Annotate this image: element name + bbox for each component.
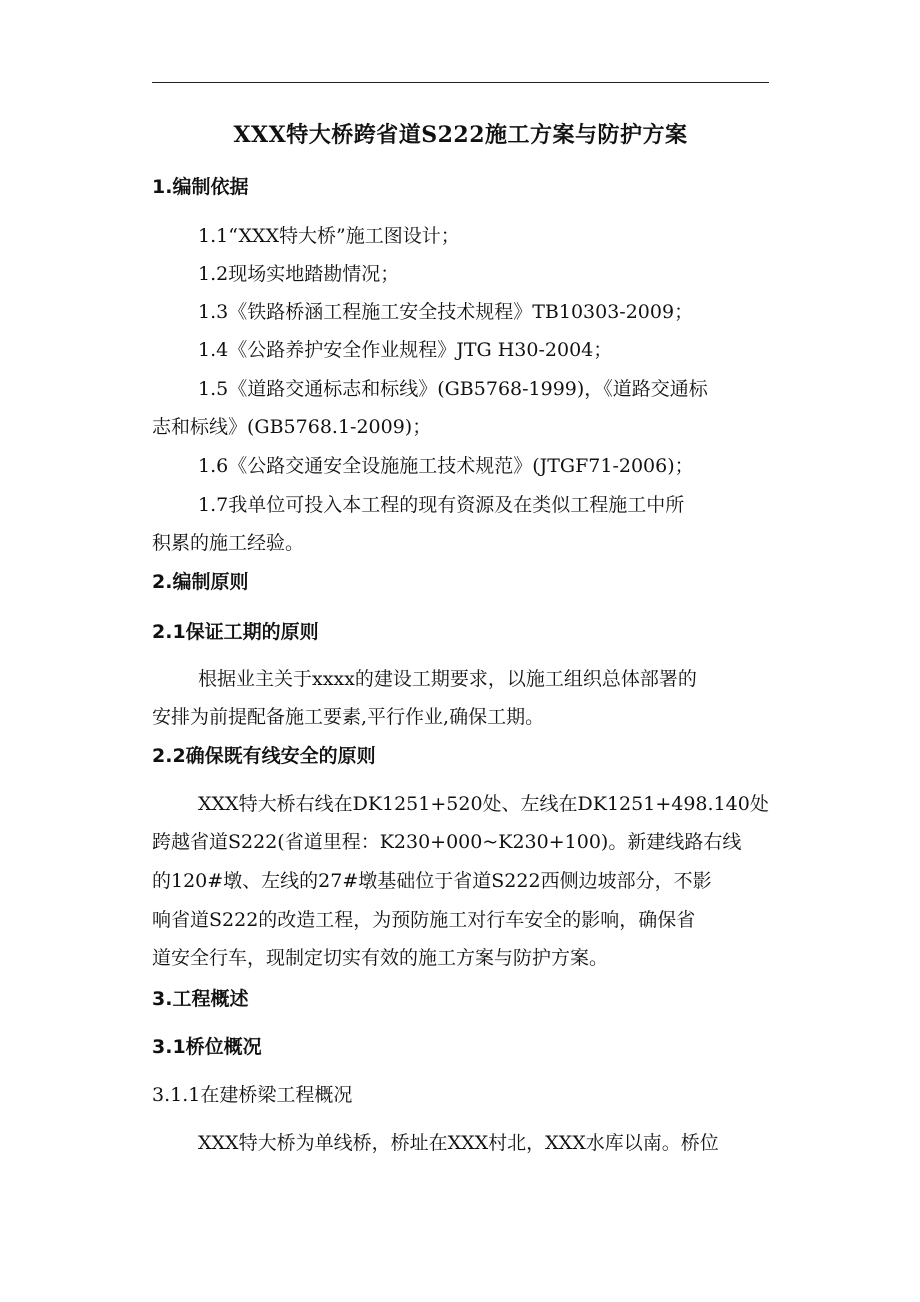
subsubsection-heading-3-1-1: 3.1.1在建桥梁工程概况	[152, 1084, 353, 1106]
paragraph-line: 的120#墩、左线的27#墩基础位于省道S222西侧边坡部分，不影	[152, 870, 712, 892]
basis-item: 1.7我单位可投入本工程的现有资源及在类似工程施工中所	[198, 494, 685, 516]
section-heading-3: 3.工程概述	[152, 988, 249, 1010]
paragraph-line: 安排为前提配备施工要素,平行作业,确保工期。	[152, 706, 545, 728]
header-rule	[152, 82, 769, 83]
section-heading-2: 2.编制原则	[152, 571, 249, 593]
paragraph-line: 跨越省道S222(省道里程：K230+000~K230+100)。新建线路右线	[152, 831, 742, 853]
section-heading-1: 1.编制依据	[152, 176, 249, 198]
paragraph-line: 根据业主关于xxxx的建设工期要求，以施工组织总体部署的	[198, 668, 697, 690]
paragraph-line: 道安全行车，现制定切实有效的施工方案与防护方案。	[152, 947, 609, 969]
basis-item: 1.2现场实地踏勘情况；	[198, 263, 400, 285]
basis-item: 1.5《道路交通标志和标线》(GB5768-1999)，《道路交通标	[198, 378, 708, 400]
document-title: XXX特大桥跨省道S222施工方案与防护方案	[233, 122, 688, 148]
subsection-heading-2-1: 2.1保证工期的原则	[152, 621, 319, 643]
basis-item: 1.1“XXX特大桥”施工图设计；	[198, 225, 460, 247]
subsection-heading-2-2: 2.2确保既有线安全的原则	[152, 745, 376, 767]
paragraph-line: 响省道S222的改造工程，为预防施工对行车安全的影响，确保省	[152, 909, 696, 931]
basis-item-continued: 积累的施工经验。	[152, 532, 305, 554]
basis-item: 1.6《公路交通安全设施施工技术规范》(JTGF71-2006)；	[198, 455, 694, 477]
basis-item: 1.3《铁路桥涵工程施工安全技术规程》TB10303-2009；	[198, 301, 694, 323]
basis-item-continued: 志和标线》(GB5768.1-2009)；	[152, 416, 432, 438]
basis-item: 1.4《公路养护安全作业规程》JTG H30-2004；	[198, 339, 613, 361]
subsection-heading-3-1: 3.1桥位概况	[152, 1036, 262, 1058]
paragraph-line: XXX特大桥右线在DK1251+520处、左线在DK1251+498.140处	[198, 793, 769, 815]
paragraph-line: XXX特大桥为单线桥，桥址在XXX村北，XXX水库以南。桥位	[198, 1132, 719, 1154]
